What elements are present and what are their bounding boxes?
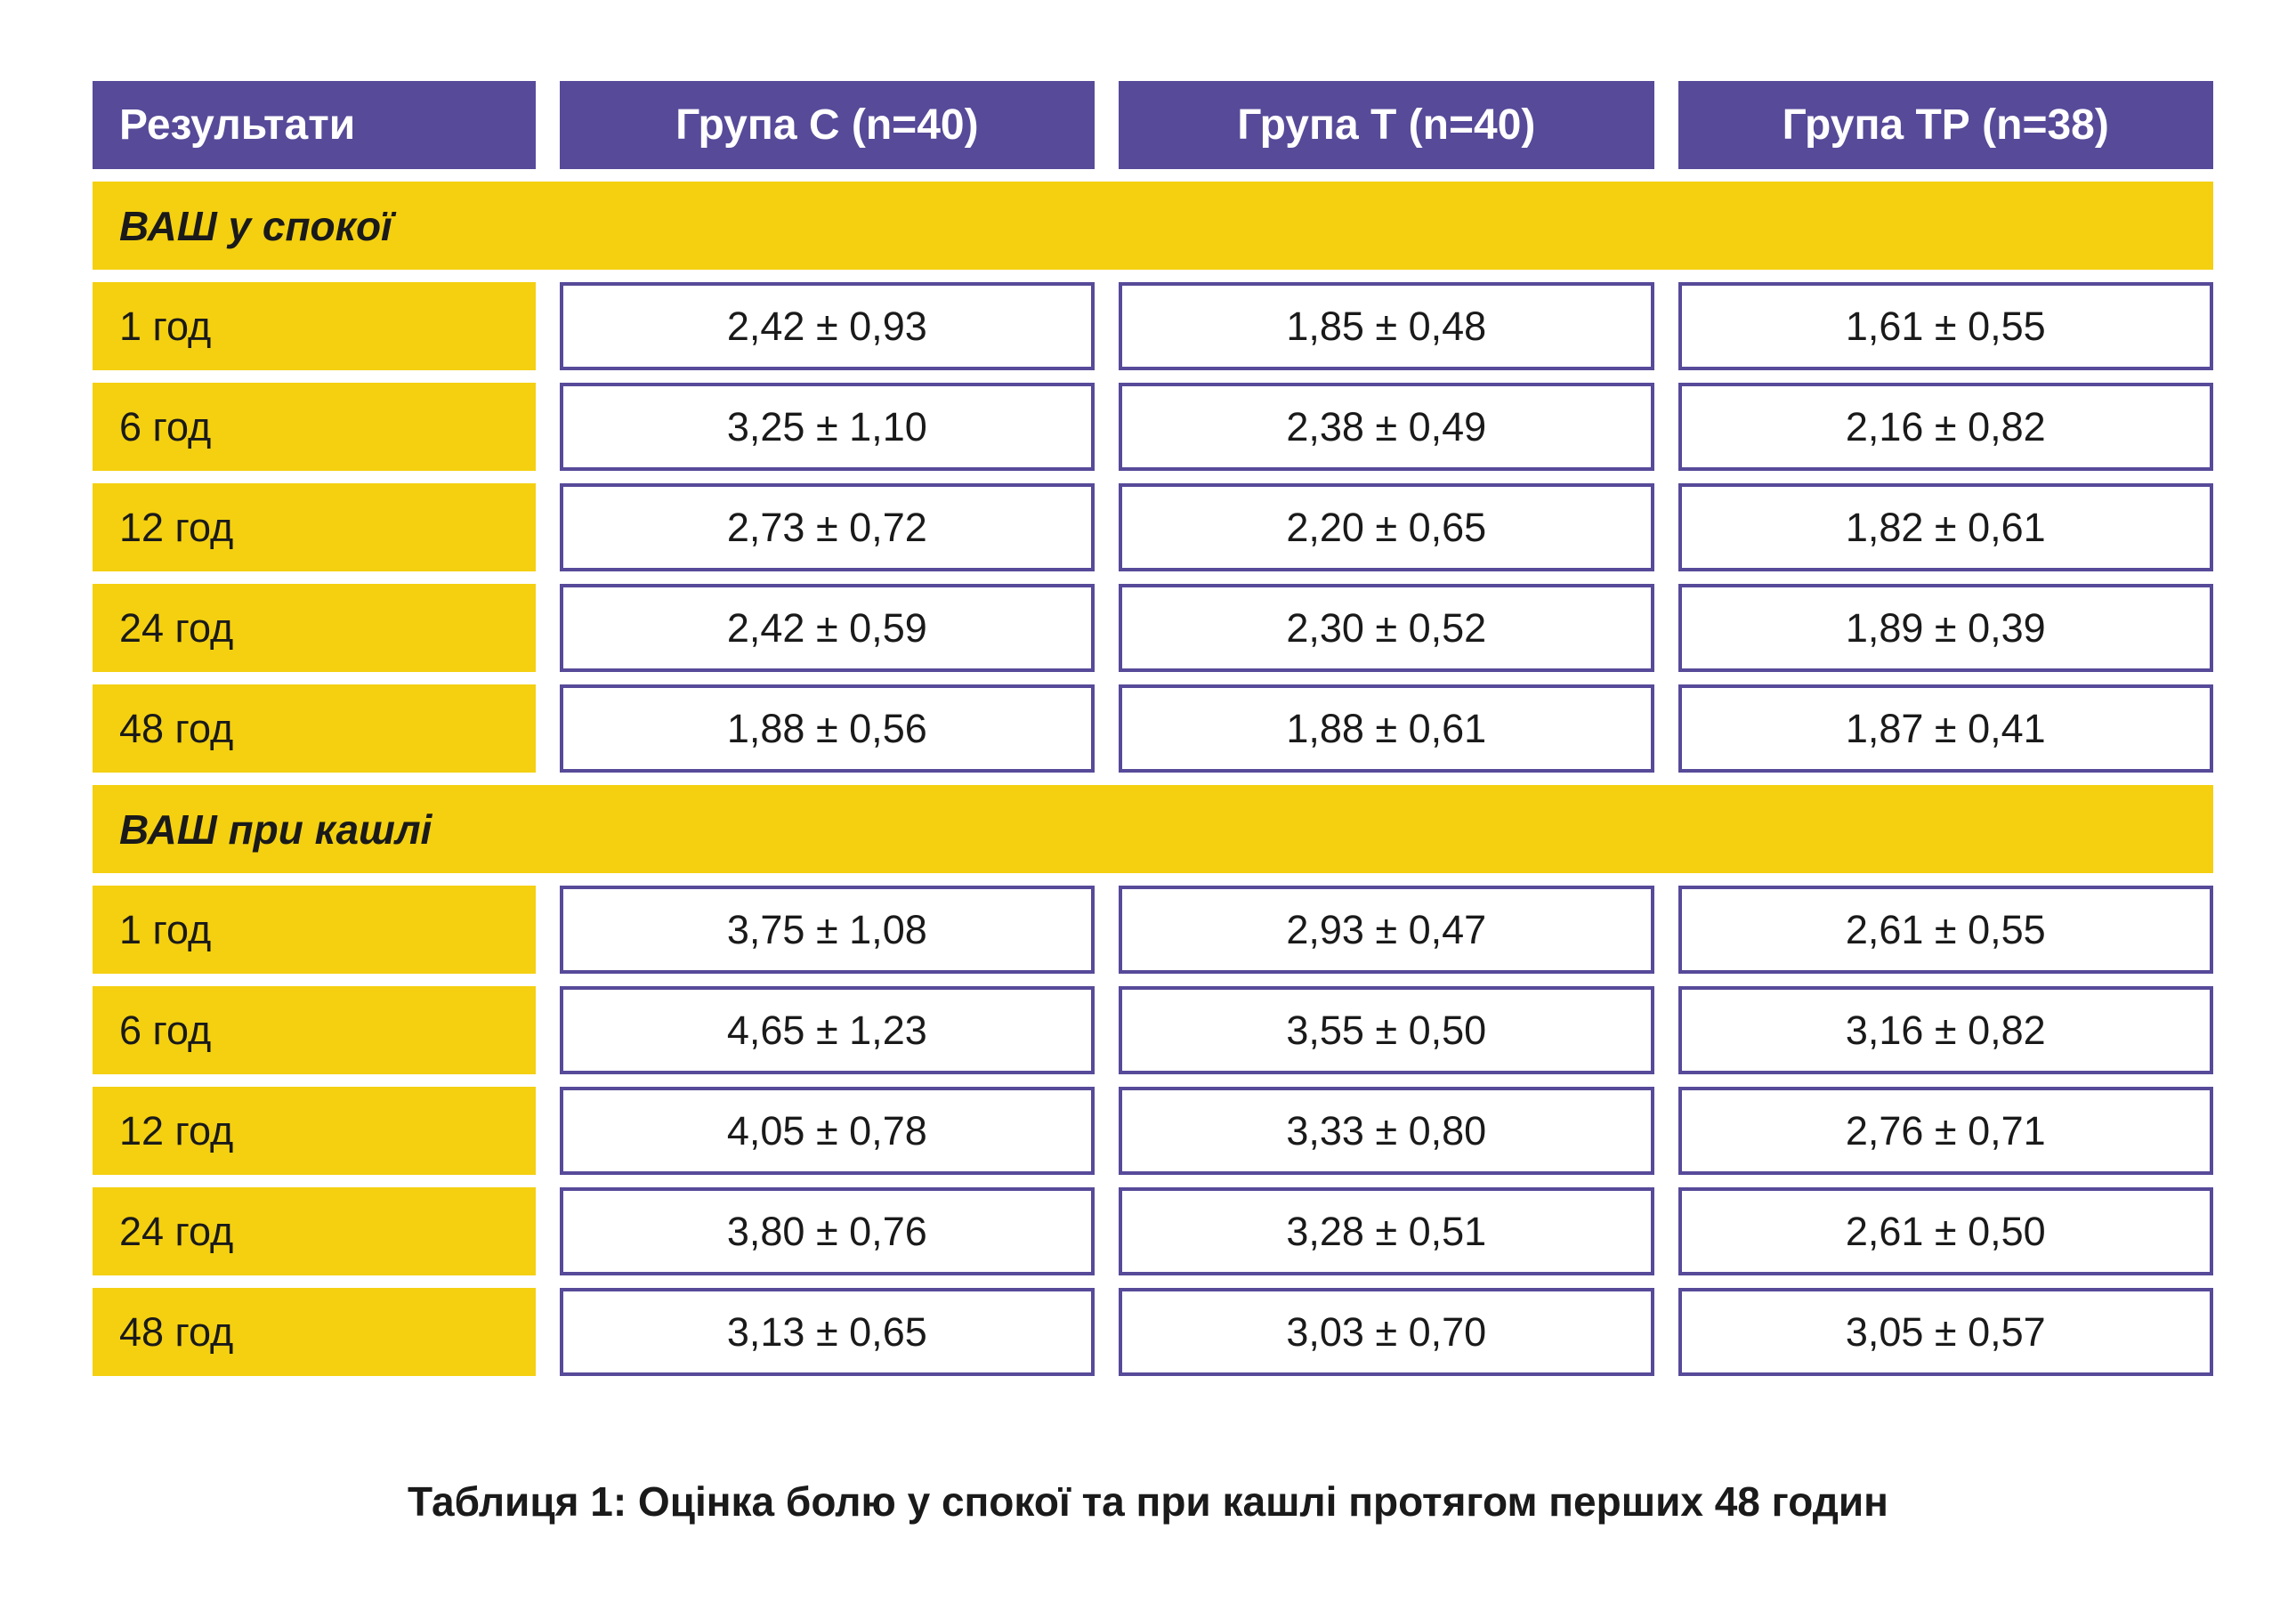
value-group-t: 3,03 ± 0,70 (1119, 1288, 1653, 1376)
value-group-t: 3,28 ± 0,51 (1119, 1187, 1653, 1275)
table-row (93, 383, 2213, 471)
row-label: 48 год (93, 684, 536, 773)
value-group-tr: 3,05 ± 0,57 (1678, 1288, 2213, 1376)
header-group-tr: Група ТР (n=38) (1678, 81, 2213, 169)
value-group-tr: 1,61 ± 0,55 (1678, 282, 2213, 370)
table-row (93, 1187, 2213, 1275)
table-row (93, 684, 2213, 773)
value-group-tr: 1,82 ± 0,61 (1678, 483, 2213, 571)
value-group-t: 2,38 ± 0,49 (1119, 383, 1653, 471)
table-row (93, 886, 2213, 974)
value-group-t: 1,85 ± 0,48 (1119, 282, 1653, 370)
value-group-c: 1,88 ± 0,56 (560, 684, 1095, 773)
row-label: 1 год (93, 282, 536, 370)
value-group-tr: 2,76 ± 0,71 (1678, 1087, 2213, 1175)
value-group-t: 2,20 ± 0,65 (1119, 483, 1653, 571)
value-group-c: 4,65 ± 1,23 (560, 986, 1095, 1074)
value-group-tr: 2,61 ± 0,50 (1678, 1187, 2213, 1275)
value-group-tr: 1,87 ± 0,41 (1678, 684, 2213, 773)
value-group-t: 2,30 ± 0,52 (1119, 584, 1653, 672)
value-group-c: 3,13 ± 0,65 (560, 1288, 1095, 1376)
row-label: 12 год (93, 483, 536, 571)
row-label: 6 год (93, 383, 536, 471)
table-caption: Таблиця 1: Оцінка болю у спокої та при кашлі протягом перших 48 годин (408, 1478, 1888, 1525)
header-group-c: Група С (n=40) (560, 81, 1095, 169)
row-label: 6 год (93, 986, 536, 1074)
value-group-t: 1,88 ± 0,61 (1119, 684, 1653, 773)
table-row (93, 1288, 2213, 1376)
results-table (93, 81, 2213, 1376)
table-row (93, 584, 2213, 672)
table-row (93, 986, 2213, 1074)
value-group-tr: 3,16 ± 0,82 (1678, 986, 2213, 1074)
table-header-row (93, 81, 2213, 169)
value-group-t: 3,55 ± 0,50 (1119, 986, 1653, 1074)
table-row (93, 282, 2213, 370)
value-group-c: 3,25 ± 1,10 (560, 383, 1095, 471)
value-group-c: 3,75 ± 1,08 (560, 886, 1095, 974)
header-results: Результати (93, 81, 536, 169)
section-title-cough: ВАШ при кашлі (93, 785, 2213, 873)
row-label: 24 год (93, 1187, 536, 1275)
value-group-t: 3,33 ± 0,80 (1119, 1087, 1653, 1175)
value-group-tr: 1,89 ± 0,39 (1678, 584, 2213, 672)
value-group-c: 4,05 ± 0,78 (560, 1087, 1095, 1175)
row-label: 1 год (93, 886, 536, 974)
value-group-c: 2,42 ± 0,93 (560, 282, 1095, 370)
section-title-rest: ВАШ у спокої (93, 182, 2213, 270)
row-label: 12 год (93, 1087, 536, 1175)
row-label: 24 год (93, 584, 536, 672)
value-group-c: 3,80 ± 0,76 (560, 1187, 1095, 1275)
value-group-c: 2,73 ± 0,72 (560, 483, 1095, 571)
value-group-c: 2,42 ± 0,59 (560, 584, 1095, 672)
table-row (93, 1087, 2213, 1175)
value-group-tr: 2,61 ± 0,55 (1678, 886, 2213, 974)
value-group-t: 2,93 ± 0,47 (1119, 886, 1653, 974)
value-group-tr: 2,16 ± 0,82 (1678, 383, 2213, 471)
header-group-t: Група Т (n=40) (1119, 81, 1653, 169)
row-label: 48 год (93, 1288, 536, 1376)
table-row (93, 483, 2213, 571)
